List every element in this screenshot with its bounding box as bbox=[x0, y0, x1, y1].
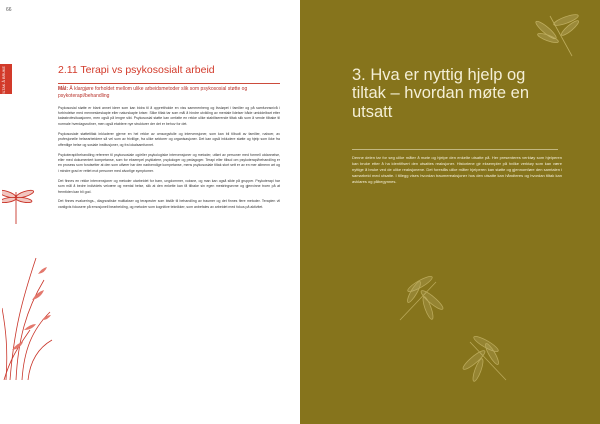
dragonfly-icon bbox=[392, 270, 452, 326]
body-paragraph: Psykososiale støttetiltak inkluderer gjerne en hel rekke av omsorgsfulle og intervensjoner, som kan bli tilbudt av familier, naboer, av profesjonelle helsearbeidere så vel som av frivillige, fra ulike sektorer og organisasjoner. Det kan også inkludere støtte og hjelp som ikke fra offentlige helse og sosiale institusjoner, og fra lokalsamfunnet. bbox=[58, 131, 280, 147]
goal-label: Mål: bbox=[58, 86, 68, 93]
dragonfly-icon bbox=[2, 189, 34, 224]
goal-text: Å klargjøre forholdet mellom ulike arbeidsmetoder slik som psykososial støtte og psykoterapi/behandling bbox=[58, 86, 248, 100]
grass-stems-icon bbox=[2, 258, 52, 380]
chapter-intro: Denne delen tar for seg ulike måter å møte og hjelpe den enkelte utsatte på. Her presenteres verktøy som hjelperen kan bruke etter å ha identifisert den utsattes reaksjoner. Historiene gir eksempler på hvilke verktøy som kan være nyttige å bruke ved de ulike reaksjonene. Det forestås ulike måter hjelperen kan støtte og gjennomføre den samtalen i samarbeid med utsatte. I tillegg vises hvordan traumereaksjoner hos den utsatte kan håndteres og hvordan tiltak kan avklares og påbegynnes. bbox=[352, 155, 562, 184]
dragonfly-illustration bbox=[2, 180, 54, 380]
page-number: 66 bbox=[6, 7, 12, 13]
body-paragraph: Det finnes en rekke intervensjoner og metoder utarbeidet for barn, ungdommer, voksne, og man kan også sikte på grupper. Psykoterapi har som mål å bedre individets velvære og mental helse, slik at den enkelte kan få tilbake sin egen mestringsevne og gjenvinne troen på at fremtiden kan bli god. bbox=[58, 178, 280, 194]
side-tab-label: TILTAK Å BRUKE bbox=[2, 66, 6, 96]
section-content bbox=[58, 64, 280, 215]
dragonfly-icon bbox=[532, 10, 586, 62]
section-title: 2.11 Terapi vs psykososialt arbeid bbox=[58, 64, 215, 76]
section-goal bbox=[58, 83, 280, 101]
right-page bbox=[300, 0, 600, 424]
body-paragraph: Psykososial støtte er blant annet ideer som kan bidra til å opprettholde en viss sammenheng og livsløpet i familier og på samfunnsnivå i forbindelse med menneskeskapte eller naturskapte kriser. Slike tiltak tar som mål å hindre utvikling av mentale lidelser både umiddelbart etter katastrofesituasjonen, men også på lengre sikt. Psykososial støtte kan omfatte en rekke ulike stabiliserende tiltak slik som å vende tilbake til normale hverdagsrutiner, men også etablere nye strukturer der det er behov for det. bbox=[58, 105, 280, 126]
body-paragraph: Det finnes evaluerings-, diagnostiske multiakser og terapeuter som bistår til behandling av traumer og det finnes flere metoder. Terapien vil vanligvis fokusere på emosjonell bearbeiding, og metoder som kognitive teknikker, som anbefales av arbeidet med fokus på aktivitet. bbox=[58, 199, 280, 209]
chapter-title: 3. Hva er nyttig hjelp og tiltak – hvordan møte en utsatt bbox=[352, 66, 530, 121]
dragonfly-icon bbox=[452, 330, 514, 386]
title-divider bbox=[352, 149, 558, 150]
side-tab[interactable] bbox=[0, 64, 12, 94]
body-paragraph: Psykoterapi/behandling refererer til psykososiale og/eller psykologiske intervensjoner og metoder, utført av personer med formell utdannelse, eller med dokumentert kompetanse, som for eksempel psykiatere, psykologer og pedagoger. Terapi eller tilbud om psykoterapi/behandling er en prosess som forutsetter at den som utfører har den nødvendige kompetanse, mens psykososiale tiltak stort sett er av en mer allmenn art og i mindre grad er rettet mot personer med alvorlige symptomer. bbox=[58, 152, 280, 173]
